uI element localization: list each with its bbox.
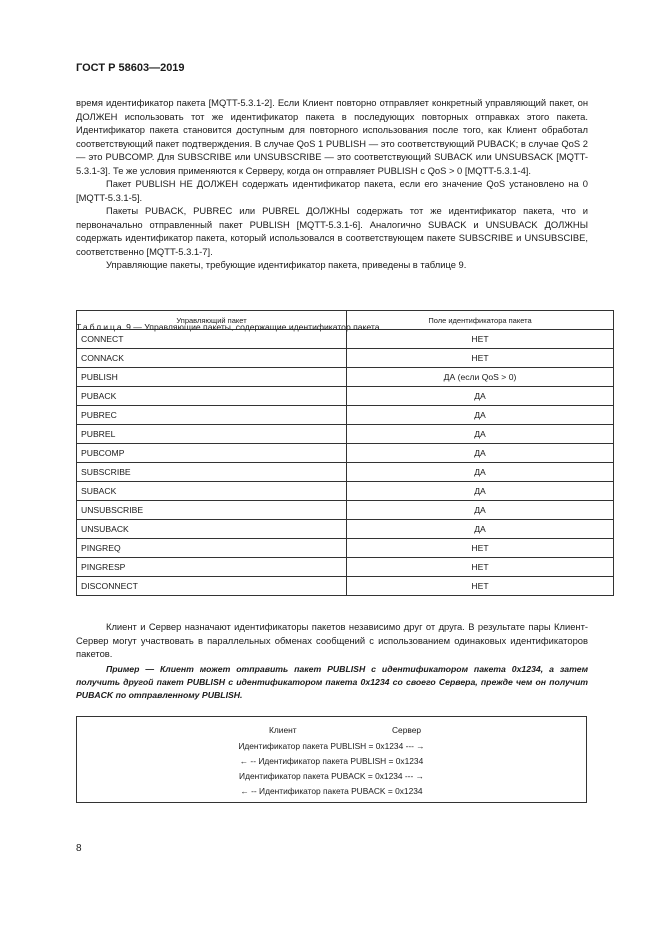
packet-table <box>76 310 614 596</box>
column-header-identifier: Поле идентификатора пакета <box>347 311 614 330</box>
packet-name-cell: UNSUBSCRIBE <box>77 501 347 520</box>
identifier-field-cell: НЕТ <box>347 558 614 577</box>
body-paragraphs <box>76 96 588 272</box>
exchange-box <box>76 716 587 803</box>
identifier-field-cell: НЕТ <box>347 330 614 349</box>
packet-name-cell: PUBCOMP <box>77 444 347 463</box>
table-row <box>77 349 614 368</box>
paragraph: Пакеты PUBACK, PUBREC или PUBREL ДОЛЖНЫ содержать тот же идентификатор пакета, что и первоначально отправленный пакет PUBLISH [MQTT-5.3.1-6]. Аналогично SUBACK и UNSUBACK ДОЛЖНЫ содержать идентификатор пакета, который использовался в соответствующем пакете SUBSCRIBE и UNSUBSCIBE, соответственно [MQTT-5.3.1-7]. <box>76 205 588 257</box>
identifier-field-cell: ДА <box>347 444 614 463</box>
table-row <box>77 577 614 596</box>
example-text: Пример — Клиент может отправить пакет PUBLISH с идентификатором пакета 0x1234, а затем получить другой пакет PUBLISH с идентификатором пакета 0x1234 со своего Сервера, прежде чем он получит PUBACK по отправленному PUBLISH. <box>76 664 588 700</box>
table-row <box>77 482 614 501</box>
packet-name-cell: CONNACK <box>77 349 347 368</box>
exchange-line: Идентификатор пакета PUBACK = 0x1234 --- → <box>239 771 424 781</box>
after-table-paragraph <box>76 620 588 661</box>
identifier-field-cell: НЕТ <box>347 539 614 558</box>
table-caption-prefix: Таблица <box>76 322 124 332</box>
identifier-field-cell: ДА <box>347 387 614 406</box>
identifier-field-cell: ДА <box>347 520 614 539</box>
table-row <box>77 368 614 387</box>
server-label: Сервер <box>392 725 422 735</box>
exchange-line: ← -- Идентификатор пакета PUBACK = 0x1234 <box>240 786 423 796</box>
table-row <box>77 330 614 349</box>
packet-name-cell: UNSUBACK <box>77 520 347 539</box>
packet-name-cell: PUBLISH <box>77 368 347 387</box>
table-row <box>77 501 614 520</box>
packet-name-cell: SUBSCRIBE <box>77 463 347 482</box>
identifier-field-cell: ДА <box>347 482 614 501</box>
standard-code: ГОСТ Р 58603—2019 <box>76 62 185 74</box>
table-caption-text: 9 — Управляющие пакеты, содержащие идентификатор пакета <box>123 322 380 332</box>
packet-name-cell: PUBREC <box>77 406 347 425</box>
packet-name-cell: DISCONNECT <box>77 577 347 596</box>
packet-name-cell: PUBACK <box>77 387 347 406</box>
paragraph: Клиент и Сервер назначают идентификаторы пакетов независимо друг от друга. В результате пары Клиент-Сервер могут участвовать в параллельных обменах сообщений с использованием одинаковых идентификаторов пакетов. <box>76 621 588 659</box>
client-label: Клиент <box>269 725 297 735</box>
paragraph: Управляющие пакеты, требующие идентификатор пакета, приведены в таблице 9. <box>106 259 467 270</box>
identifier-field-cell: НЕТ <box>347 577 614 596</box>
table-row <box>77 387 614 406</box>
table-row <box>77 520 614 539</box>
exchange-line: ← -- Идентификатор пакета PUBLISH = 0x1234 <box>239 756 424 766</box>
packet-name-cell: PUBREL <box>77 425 347 444</box>
table-header-row <box>77 311 614 330</box>
identifier-field-cell: ДА <box>347 406 614 425</box>
table-row <box>77 406 614 425</box>
paragraph: Пакет PUBLISH НЕ ДОЛЖЕН содержать идентификатор пакета, если его значение QoS установлено на 0 [MQTT-5.3.1-5]. <box>76 178 588 203</box>
identifier-field-cell: ДА <box>347 425 614 444</box>
packet-name-cell: SUBACK <box>77 482 347 501</box>
table-row <box>77 463 614 482</box>
identifier-field-cell: НЕТ <box>347 349 614 368</box>
identifier-field-cell: ДА <box>347 463 614 482</box>
paragraph: время идентификатор пакета [MQTT-5.3.1-2]. Если Клиент повторно отправляет конкретный управляющий пакет, он ДОЛЖЕН использовать тот же идентификатор пакета в последующих повторных отправках этого пакета. Идентификатор пакета становится доступным для повторного использования после того, как Клиент обработал соответствующий пакет подтверждения. В случае QoS 1 PUBLISH — это соответствующий PUBACK; в случае QoS 2 — это PUBCOMP. Для SUBSCRIBE или UNSUBSCRIBE — это соответствующий SUBACK или UNSUBSACK [MQTT-5.3.1-3]. Те же условия применяются к Серверу, когда он отправляет PUBLISH с QoS > 0 [MQTT-5.3.1-4]. <box>76 97 588 176</box>
table-row <box>77 558 614 577</box>
identifier-field-cell: ДА (если QoS > 0) <box>347 368 614 387</box>
table-row <box>77 425 614 444</box>
column-header-packet: Управляющий пакет <box>77 311 347 330</box>
exchange-line: Идентификатор пакета PUBLISH = 0x1234 --- → <box>238 741 425 751</box>
table-row <box>77 539 614 558</box>
identifier-field-cell: ДА <box>347 501 614 520</box>
packet-name-cell: PINGRESP <box>77 558 347 577</box>
packet-name-cell: CONNECT <box>77 330 347 349</box>
page-number: 8 <box>76 843 82 854</box>
table-row <box>77 444 614 463</box>
packet-name-cell: PINGREQ <box>77 539 347 558</box>
